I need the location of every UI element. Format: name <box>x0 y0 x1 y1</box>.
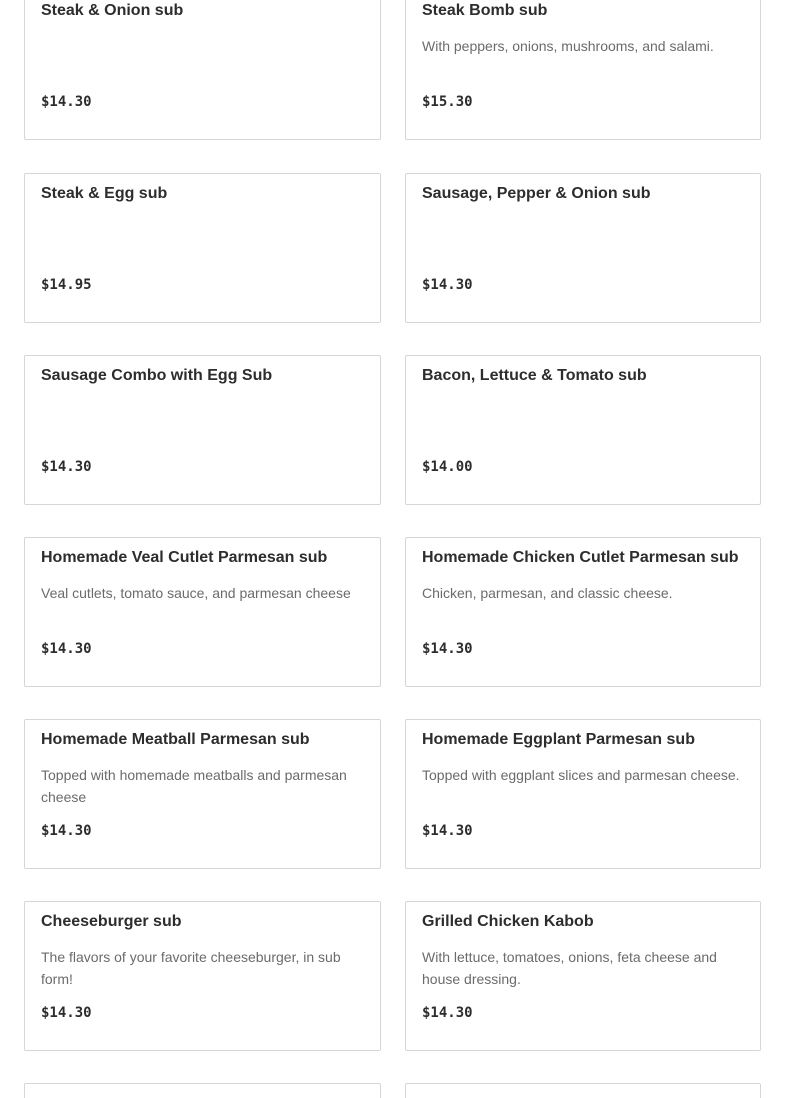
item-name: Sausage Combo with Egg Sub <box>41 367 273 384</box>
menu-item-card[interactable] <box>405 719 761 869</box>
item-description: Chicken, parmesan, and classic cheese. <box>422 585 673 601</box>
item-description: With peppers, onions, mushrooms, and salami. <box>422 38 714 54</box>
menu-item-card[interactable] <box>405 537 761 687</box>
menu-item-card[interactable] <box>24 0 381 140</box>
item-price: $14.30 <box>41 641 92 657</box>
menu-item-card[interactable] <box>24 901 381 1051</box>
item-price: $14.30 <box>41 823 92 839</box>
item-description: With lettuce, tomatoes, onions, feta cheese and house dressing. <box>422 949 717 987</box>
menu-item-card[interactable] <box>405 0 761 140</box>
item-name: Homemade Meatball Parmesan sub <box>41 731 310 748</box>
item-name: Bacon, Lettuce & Tomato sub <box>422 367 647 384</box>
menu-item-card[interactable] <box>24 173 381 323</box>
menu-item-card[interactable] <box>24 719 381 869</box>
item-name: Steak Bomb sub <box>422 2 548 19</box>
menu-item-card[interactable] <box>24 355 381 505</box>
item-description: Topped with eggplant slices and parmesan cheese. <box>422 767 740 783</box>
menu-item-card[interactable] <box>405 173 761 323</box>
item-description: Topped with homemade meatballs and parmesan cheese <box>41 767 347 805</box>
item-name: Homemade Chicken Cutlet Parmesan sub <box>422 549 739 566</box>
item-price: $14.30 <box>422 1005 473 1021</box>
item-price: $15.30 <box>422 94 473 110</box>
item-price: $14.30 <box>41 1005 92 1021</box>
item-price: $14.00 <box>422 459 473 475</box>
item-description: The flavors of your favorite cheeseburger, in sub form! <box>41 949 341 987</box>
item-price: $14.30 <box>422 277 473 293</box>
item-price: $14.30 <box>41 459 92 475</box>
item-price: $14.30 <box>422 641 473 657</box>
item-price: $14.30 <box>41 94 92 110</box>
menu-item-card[interactable] <box>24 537 381 687</box>
item-price: $14.95 <box>41 277 92 293</box>
item-name: Cheeseburger sub <box>41 913 182 930</box>
menu-item-card[interactable] <box>405 901 761 1051</box>
item-name: Sausage, Pepper & Onion sub <box>422 185 651 202</box>
menu-item-card[interactable] <box>24 1083 381 1098</box>
item-price: $14.30 <box>422 823 473 839</box>
item-description: Veal cutlets, tomato sauce, and parmesan cheese <box>41 585 351 601</box>
menu-item-card[interactable] <box>405 355 761 505</box>
item-name: Grilled Chicken Kabob <box>422 913 594 930</box>
item-name: Steak & Onion sub <box>41 2 184 19</box>
menu-item-card[interactable] <box>405 1083 761 1098</box>
item-name: Homemade Eggplant Parmesan sub <box>422 731 695 748</box>
item-name: Steak & Egg sub <box>41 185 168 202</box>
item-name: Homemade Veal Cutlet Parmesan sub <box>41 549 328 566</box>
